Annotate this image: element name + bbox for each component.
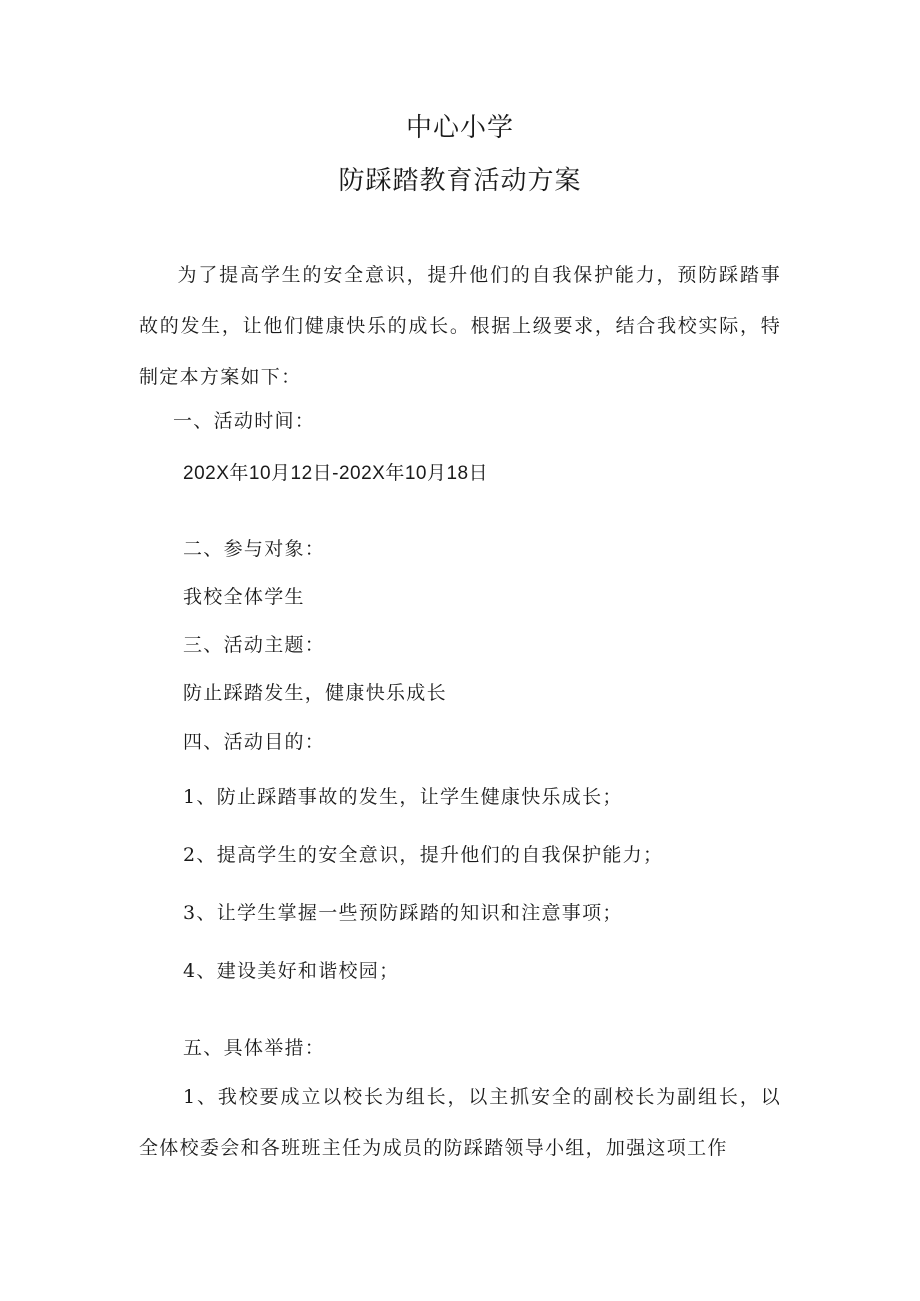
goal-item: 2、提高学生的安全意识，提升他们的自我保护能力； — [183, 844, 664, 866]
section-theme-content: 防止踩踏发生，健康快乐成长 — [183, 682, 447, 704]
section-time-heading: 一、活动时间： — [173, 410, 316, 432]
school-name: 中心小学 — [405, 113, 514, 143]
section-theme-heading: 三、活动主题： — [183, 634, 326, 656]
section-participants-heading: 二、参与对象： — [183, 538, 326, 560]
section-participants-content: 我校全体学生 — [183, 586, 305, 608]
section-measures-heading: 五、具体举措： — [183, 1037, 326, 1059]
goal-item: 1、防止踩踏事故的发生，让学生健康快乐成长； — [183, 786, 623, 808]
goal-item: 4、建设美好和谐校园； — [183, 960, 400, 982]
section-time-content: 202X年10月12日-202X年10月18日 — [183, 463, 489, 484]
goal-item: 3、让学生掌握一些预防踩踏的知识和注意事项； — [183, 902, 623, 924]
intro-text: 为了提高学生的安全意识，提升他们的自我保护能力，预防踩踏事故的发生，让他们健康快乐的成长。根据上级要求，结合我校实际，特制定本方案如下： — [139, 264, 781, 388]
measure-item — [139, 1072, 781, 1174]
measure-item-text: 1、我校要成立以校长为组长，以主抓安全的副校长为副组长，以全体校委会和各班班主任为成员的防踩踏领导小组，加强这项工作 — [139, 1086, 781, 1159]
intro-paragraph — [139, 250, 781, 403]
section-goals-heading: 四、活动目的： — [183, 731, 326, 753]
document-title: 防踩踏教育活动方案 — [338, 166, 582, 196]
